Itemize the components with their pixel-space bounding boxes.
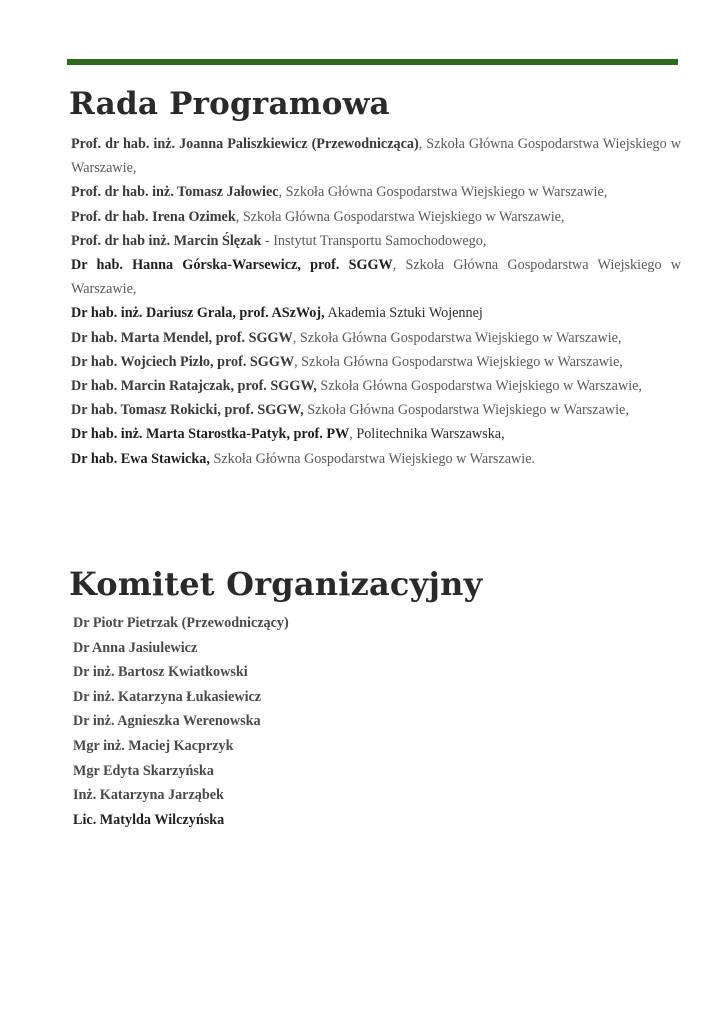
member-affiliation: Szkoła Główna Gospodarstwa Wiejskiego w Warszawie, — [71, 257, 681, 298]
komitet-organizacyjny-heading: Komitet Organizacyjny — [69, 565, 483, 603]
separator: , — [278, 184, 286, 201]
komitet-member: Dr inż. Katarzyna Łukasiewicz — [73, 688, 262, 705]
rada-member — [71, 253, 681, 301]
rada-member — [71, 326, 681, 350]
member-affiliation: Szkoła Główna Gospodarstwa Wiejskiego w Warszawie, — [71, 136, 681, 177]
separator: - — [261, 232, 274, 249]
separator: , — [418, 136, 427, 152]
komitet-member: Dr Piotr Pietrzak (Przewodniczący) — [73, 615, 289, 631]
separator: , — [392, 257, 406, 274]
rada-programowa-heading: Rada Programowa — [69, 86, 390, 122]
member-name: Dr hab. Wojciech Pizło, prof. SGGW — [71, 353, 295, 370]
komitet-member: Dr Anna Jasiulewicz — [73, 639, 198, 656]
rada-member — [71, 205, 681, 229]
member-name: Dr hab. inż. Dariusz Grala, prof. ASzWoj, — [71, 305, 325, 322]
member-name: Dr hab. Marta Mendel, prof. SGGW — [71, 329, 293, 346]
komitet-member: Inż. Katarzyna Jarząbek — [73, 787, 224, 804]
accent-divider — [67, 59, 678, 65]
member-name: Prof. dr hab inż. Marcin Ślęzak — [71, 232, 262, 249]
separator: , — [235, 208, 243, 225]
rada-programowa-list — [71, 132, 681, 471]
rada-member — [71, 132, 681, 180]
rada-member — [71, 422, 681, 446]
member-affiliation: Szkoła Główna Gospodarstwa Wiejskiego w Warszawie, — [320, 378, 642, 395]
komitet-member: Lic. Matylda Wilczyńska — [73, 811, 225, 828]
komitet-member: Mgr inż. Maciej Kacprzyk — [73, 737, 234, 754]
member-affiliation: Szkoła Główna Gospodarstwa Wiejskiego w Warszawie, — [285, 184, 608, 201]
separator: , — [294, 353, 302, 370]
separator: , — [292, 329, 300, 346]
rada-member — [71, 447, 681, 471]
member-name: Prof. dr hab. Irena Ozimek — [71, 208, 236, 225]
rada-member — [71, 301, 681, 325]
rada-member — [71, 229, 681, 253]
member-name: Dr hab. Tomasz Rokicki, prof. SGGW, — [71, 402, 304, 419]
separator: , — [349, 426, 357, 443]
member-name: Prof. dr hab. inż. Tomasz Jałowiec — [71, 184, 279, 201]
komitet-member: Mgr Edyta Skarzyńska — [73, 762, 214, 779]
member-name: Dr hab. Hanna Górska-Warsewicz, prof. SGGW — [71, 257, 393, 274]
komitet-member: Dr inż. Agnieszka Werenowska — [73, 713, 261, 730]
rada-member — [71, 374, 681, 398]
member-affiliation: Szkoła Główna Gospodarstwa Wiejskiego w Warszawie. — [213, 450, 536, 467]
member-name: Dr hab. inż. Marta Starostka-Patyk, prof. PW — [71, 426, 350, 443]
member-name: Dr hab. Ewa Stawicka, — [71, 450, 210, 467]
member-name: Dr hab. Marcin Ratajczak, prof. SGGW, — [71, 378, 317, 395]
member-affiliation: Szkoła Główna Gospodarstwa Wiejskiego w Warszawie, — [242, 208, 565, 225]
komitet-organizacyjny-list — [73, 611, 289, 832]
komitet-member: Dr inż. Bartosz Kwiatkowski — [73, 664, 248, 681]
member-affiliation: Szkoła Główna Gospodarstwa Wiejskiego w Warszawie, — [299, 329, 622, 346]
member-affiliation: Szkoła Główna Gospodarstwa Wiejskiego w Warszawie, — [301, 353, 623, 370]
member-affiliation: Akademia Sztuki Wojennej — [327, 305, 483, 322]
rada-member — [71, 350, 681, 374]
member-affiliation: Politechnika Warszawska, — [356, 426, 505, 443]
rada-member — [71, 180, 681, 204]
rada-member — [71, 398, 681, 422]
member-affiliation: Szkoła Główna Gospodarstwa Wiejskiego w Warszawie, — [307, 402, 629, 419]
member-affiliation: Instytut Transportu Samochodowego, — [273, 232, 487, 249]
member-name: Prof. dr hab. inż. Joanna Paliszkiewicz (Przewodnicząca) — [71, 136, 419, 152]
